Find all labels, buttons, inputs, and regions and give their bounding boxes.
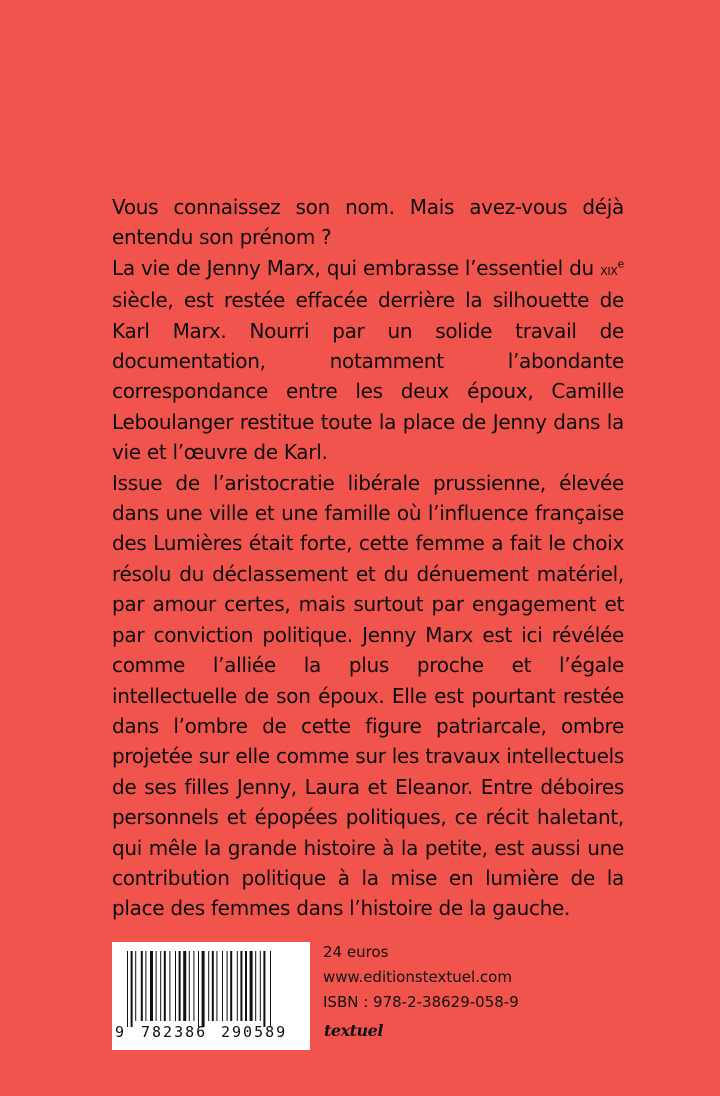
publisher-website: www.editionstextuel.com — [323, 968, 512, 986]
barcode-bar — [216, 951, 217, 1021]
blurb-paragraph-2-rest: siècle, est restée effacée derrière la silhouette de Karl Marx. Nourri par un solide travail de documentation, notamment l’abondante correspondance entre les deux époux, Camille Leboulanger restitue toute la place de Jenny dans la vie et l’œuvre de Karl. — [112, 288, 624, 465]
barcode-bar — [183, 951, 186, 1021]
barcode-bar — [198, 951, 199, 1027]
barcode-digit-first: 9 — [115, 1023, 125, 1041]
barcode-bar — [222, 951, 223, 1021]
barcode-bar — [237, 951, 238, 1021]
century-superscript: e — [617, 257, 624, 271]
barcode-digits-right: 290589 — [221, 1023, 288, 1041]
blurb-paragraph-3: Issue de l’aristocratie libérale prussienne, élevée dans une ville et une famille où l’influence française des Lumières était forte, cette femme a fait le choix résolu du déclassement et du dénuement matériel, par amour certes, mais surtout par engagement et par conviction politique. Jenny Marx est ici révélée comme l’alliée la plus proche et l’égale intellectuelle de son époux. Elle est pourtant restée dans l’ombre de cette figure patriarcale, ombre projetée sur elle comme sur les travaux intellectuels de ses filles Jenny, Laura et Eleanor. Entre déboires personnels et épopées politiques, ce récit haletant, qui mêle la grande histoire à la petite, est aussi une contribution politique à la mise en lumière de la place des femmes dans l’histoire de la gauche. — [112, 470, 624, 921]
barcode-bar — [179, 951, 181, 1021]
barcode-bar — [135, 951, 136, 1021]
barcode-bar — [255, 951, 256, 1021]
barcode-bar — [141, 951, 143, 1021]
barcode-bar — [250, 951, 253, 1021]
barcode-bar — [189, 951, 190, 1021]
barcode-bar — [169, 951, 170, 1021]
back-cover-blurb — [112, 192, 624, 924]
barcode-digits — [113, 1023, 309, 1043]
barcode-bar — [260, 951, 261, 1021]
barcode-bar — [160, 951, 161, 1021]
barcode-bar — [131, 951, 133, 1027]
isbn-barcode — [112, 942, 310, 1050]
barcode-bar — [202, 951, 205, 1027]
blurb-paragraph-2-start: La vie de Jenny Marx, qui embrasse l’essentiel du — [112, 255, 594, 280]
barcode-bars — [123, 951, 299, 1027]
barcode-bar — [263, 951, 265, 1027]
barcode-bar — [270, 951, 271, 1027]
barcode-bar — [230, 951, 232, 1021]
isbn-number: ISBN : 978-2-38629-058-9 — [323, 993, 519, 1011]
publication-info — [323, 940, 519, 1015]
barcode-bar — [193, 951, 194, 1021]
blurb-paragraph-2 — [112, 253, 624, 468]
price: 24 euros — [323, 943, 389, 961]
barcode-bar — [145, 951, 146, 1021]
barcode-digits-left: 782386 — [141, 1023, 208, 1041]
barcode-bar — [127, 951, 128, 1027]
barcode-bar — [150, 951, 153, 1021]
barcode-bar — [175, 951, 176, 1021]
barcode-bar — [227, 951, 228, 1021]
publisher-logo: textuel — [324, 1021, 383, 1040]
blurb-paragraph-1: Vous connaissez son nom. Mais avez-vous déjà entendu son prénom ? — [112, 195, 624, 250]
barcode-bar — [156, 951, 157, 1021]
barcode-bar — [240, 951, 242, 1021]
barcode-bar — [208, 951, 209, 1021]
barcode-bar — [212, 951, 214, 1021]
barcode-bar — [164, 951, 166, 1021]
century-numeral: xix — [600, 259, 618, 279]
barcode-bar — [245, 951, 247, 1021]
